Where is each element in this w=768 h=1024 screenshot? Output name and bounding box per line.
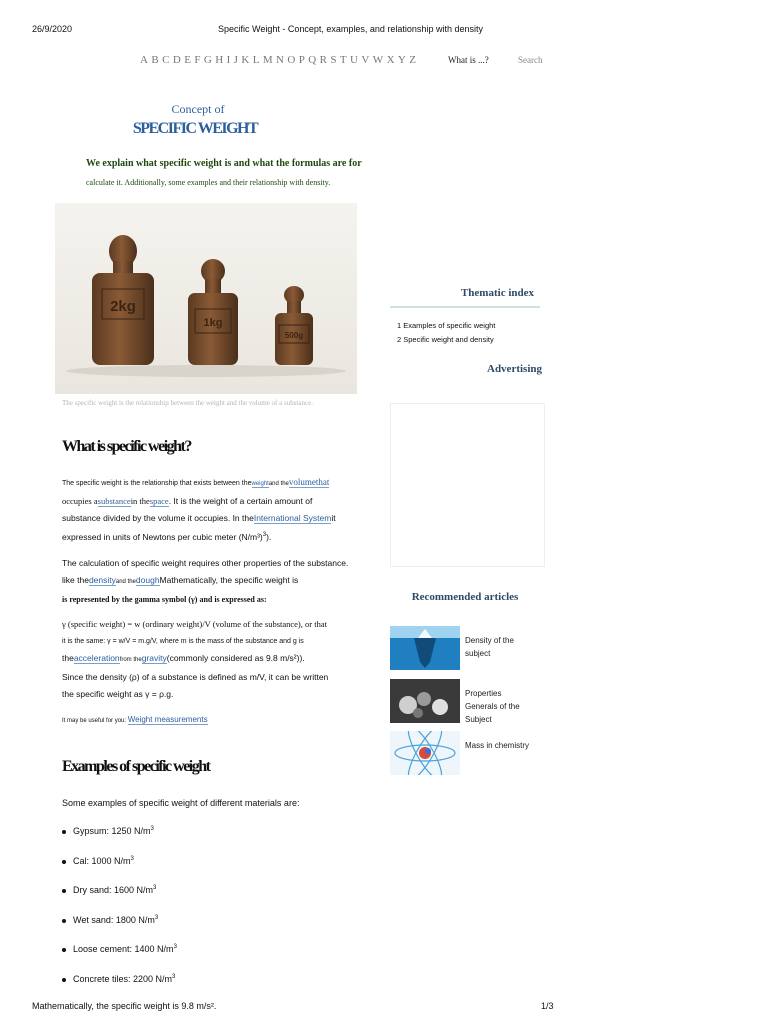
alphabet-letter-l[interactable]: L [252, 54, 263, 66]
alphabet-letter-s[interactable]: S [330, 54, 340, 66]
weight-1kg [188, 259, 238, 365]
alphabet-letter-p[interactable]: P [298, 54, 309, 66]
alphabet-letter-q[interactable]: Q [308, 54, 320, 66]
examples-intro: Some examples of specific weight of different materials are: [62, 798, 300, 808]
weight-2kg [92, 235, 154, 365]
useful-note: It may be useful for you: Weight measurements [62, 715, 208, 724]
print-page-title: Specific Weight - Concept, examples, and relationship with density [218, 24, 483, 34]
alphabet-letter-v[interactable]: V [361, 54, 373, 66]
lead-line-2: calculate it. Additionally, some examples and their relationship with density. [86, 178, 331, 187]
link-weight[interactable]: weight [251, 481, 269, 487]
alphabet-letter-a[interactable]: A [140, 54, 152, 66]
link-density[interactable]: density [88, 575, 116, 585]
weight-label: 1kg [203, 317, 223, 329]
alphabet-letter-f[interactable]: F [194, 54, 204, 66]
what-is-link[interactable]: What is ...? [448, 55, 489, 65]
weights-illustration [55, 203, 357, 394]
page-number: 1/3 [541, 1001, 554, 1011]
image-caption: The specific weight is the relationship between the weight and the volume of a substance. [62, 399, 313, 407]
link-weight-measurements[interactable]: Weight measurements [127, 715, 208, 724]
section-heading-examples: Examples of specific weight [62, 758, 210, 775]
paragraph-definition: The specific weight is the relationship that exists between theweightand thevolumethat occupies asubstancein thespace. It is the weight of a certain amount of substance divided by the volume it occupies. In theInternational Systemit expressed in units of Newtons per cubic meter $(N/m^3)^3$). [62, 477, 336, 542]
alphabet-letter-h[interactable]: H [215, 54, 227, 66]
link-international-system[interactable]: International System [253, 513, 332, 523]
recommended-heading: Recommended articles [411, 591, 519, 603]
alphabet-letter-u[interactable]: U [350, 54, 362, 66]
alphabet-letter-m[interactable]: M [262, 54, 277, 66]
alphabet-letter-z[interactable]: Z [409, 54, 420, 66]
thumb-iceberg[interactable] [390, 626, 460, 670]
alphabet-letter-e[interactable]: E [184, 54, 195, 66]
alphabet-letter-j[interactable]: J [233, 54, 242, 66]
article-kicker: Concept of [171, 102, 225, 116]
examples-list [62, 826, 177, 1003]
alphabet-letter-c[interactable]: C [162, 54, 173, 66]
alphabet-letter-g[interactable]: G [203, 54, 216, 66]
alphabet-letter-y[interactable]: Y [397, 54, 410, 66]
recommended-article-properties[interactable]: Properties Generals of the Subject [465, 689, 520, 724]
weight-500g [275, 286, 313, 365]
link-acceleration[interactable]: acceleration [73, 653, 120, 663]
alphabet-letter-i[interactable]: I [226, 54, 234, 66]
advertising-label: Advertising [487, 363, 542, 375]
link-gravity[interactable]: gravity [141, 653, 167, 663]
alphabet-letter-w[interactable]: W [372, 54, 387, 66]
section-heading-what-is: What is specific weight? [62, 438, 191, 455]
list-item: Loose cement: 1400 $N/m^3$ [62, 944, 177, 974]
alphabet-letter-o[interactable]: O [287, 54, 299, 66]
link-volume[interactable]: volume [288, 477, 316, 487]
list-item: Dry sand: 1600 $N/m^3$ [62, 885, 177, 915]
weight-label: 500g [284, 331, 304, 340]
alphabet-letter-d[interactable]: D [172, 54, 185, 66]
recommended-article-mass[interactable]: Mass in chemistry [465, 741, 530, 750]
recommended-article-density[interactable]: Density of the subject [465, 636, 514, 658]
paragraph-calculation: The calculation of specific weight requires other properties of the substance. like thedensityand thedoughMathematically, the specific weight is is represented by the gamma symbol (γ) and is expressed as: [62, 558, 349, 604]
alphabet-letter-x[interactable]: X [386, 54, 398, 66]
alphabet-letter-t[interactable]: T [339, 54, 351, 66]
thematic-index-heading: Thematic index [460, 287, 534, 299]
lead-line-1: We explain what specific weight is and what the formulas are for [86, 158, 362, 169]
search-link[interactable]: Search [518, 55, 543, 65]
alphabet-nav [140, 54, 419, 66]
thumb-rocks[interactable] [390, 679, 460, 723]
toc-item-density[interactable]: 2 Specific weight and density [397, 335, 494, 344]
list-item: Cal: 1000 $N/m^3$ [62, 856, 177, 886]
alphabet-letter-b[interactable]: B [151, 54, 163, 66]
article-title: SPECIFIC WEIGHT [132, 120, 258, 137]
alphabet-letter-n[interactable]: N [276, 54, 288, 66]
list-item: Concrete tiles: 2200 $N/m^3$ [62, 974, 177, 1004]
list-item: Wet sand: 1800 $N/m^3$ [62, 915, 177, 945]
print-date: 26/9/2020 [32, 24, 73, 34]
paragraph-formula: γ (specific weight) = w (ordinary weight)/V (volume of the substance), or that it is the same: γ = w/V = m.g/V, where m is the mass of the substance and g is theaccelerationfrom thegravity(commonly considered as 9.8 m/s²)). Since the density (ρ) of a substance is defined as m/V, it can be written the specific weight as γ = ρ.g. [62, 619, 329, 699]
hero-image-weights [55, 203, 357, 394]
link-substance[interactable]: substance [97, 496, 131, 506]
ad-placeholder [390, 403, 545, 567]
list-item: Gypsum: 1250 $N/m^3$ [62, 826, 177, 856]
link-dough[interactable]: dough [135, 575, 160, 585]
alphabet-letter-k[interactable]: K [241, 54, 253, 66]
alphabet-letter-r[interactable]: R [319, 54, 331, 66]
divider [390, 306, 540, 308]
weight-label: 2kg [110, 298, 136, 315]
print-footer-text: Mathematically, the specific weight is 9.8 m/s². [32, 1001, 217, 1011]
toc-item-examples[interactable]: 1 Examples of specific weight [397, 321, 496, 330]
link-space[interactable]: space [149, 496, 169, 506]
thumb-atom[interactable] [390, 731, 460, 775]
